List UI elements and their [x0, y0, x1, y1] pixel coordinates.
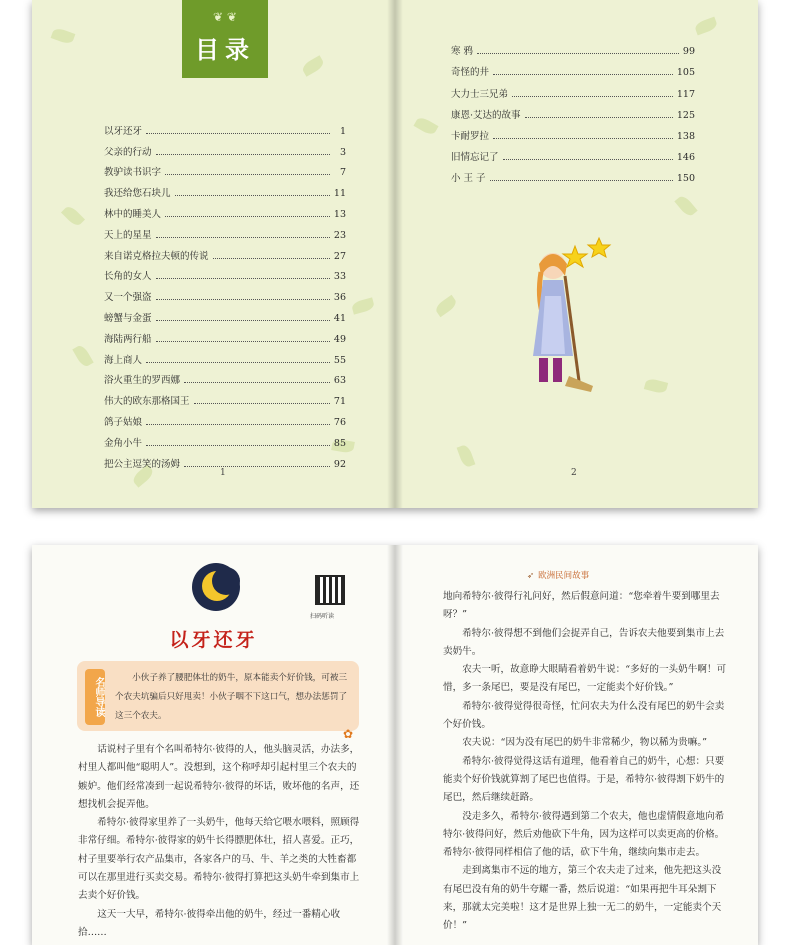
toc-entry-title: 康恩·艾达的故事: [451, 109, 521, 121]
story-paragraph: 走到离集市不远的地方，第三个农夫走了过来，他先把这头没有尾巴没有角的奶牛夸耀一番，然后说道：“如果再把牛耳朵割下来，那就太完美啦！这才是世界上独一无二的奶牛，一定能卖个天价！”: [443, 865, 722, 932]
leaf-decoration: [434, 295, 459, 317]
toc-entry-page: 55: [333, 354, 346, 366]
toc-entry-title: 旧情忘记了: [451, 152, 499, 164]
story-body-left: [78, 741, 360, 942]
toc-entry[interactable]: [104, 303, 346, 324]
leaf-decoration: [694, 17, 719, 36]
toc-entry[interactable]: [451, 36, 695, 57]
running-head: [527, 569, 589, 581]
toc-entry-title: 来自诺克格拉夫顿的传说: [104, 250, 209, 262]
toc-entry[interactable]: [451, 121, 695, 142]
toc-entry[interactable]: [104, 158, 346, 179]
toc-entry-page: 117: [676, 88, 695, 100]
banner-ornament: ❦ ❦: [213, 10, 237, 24]
girl-boot: [553, 358, 562, 382]
toc-entry-page: 146: [676, 152, 695, 164]
leaf-decoration: [674, 194, 697, 219]
toc-leader: [165, 216, 330, 217]
story-paragraph: 希特尔·彼得觉得很奇怪，忙问农夫为什么没有尾巴的奶牛会卖个好价钱。: [443, 700, 725, 731]
toc-entry-title: 海陆两行船: [104, 333, 152, 345]
toc-leader: [165, 174, 330, 175]
leaf-decoration: [457, 444, 476, 469]
reading-guide-text: 小伙子养了腰肥体壮的奶牛，原本能卖个好价钱，可被三个农夫坑骗后只好甩卖！小伙子咽不下这口气，想办法惩罚了这三个农夫。: [115, 673, 348, 721]
toc-entry-title: 教驴读书识字: [104, 167, 162, 179]
toc-entry[interactable]: [104, 407, 346, 428]
flower-icon: ✿: [342, 727, 353, 741]
toc-entry[interactable]: [104, 345, 346, 366]
toc-entry[interactable]: [104, 366, 346, 387]
toc-leader: [175, 195, 330, 196]
toc-leader: [146, 424, 330, 425]
qr-label: 扫码听读: [310, 613, 335, 620]
toc-entry-page: 13: [333, 208, 346, 220]
leaf-decoration: [61, 204, 85, 228]
toc-entry-title: 鸽子姑娘: [104, 416, 143, 428]
running-head-text: 欧洲民间故事: [538, 571, 590, 581]
toc-entry[interactable]: [104, 449, 346, 470]
toc-leader: [490, 180, 673, 181]
toc-entry-page: 23: [333, 229, 346, 241]
toc-entry-title: 螃蟹与金蛋: [104, 312, 152, 324]
story-paragraph: 没走多久，希特尔·彼得遇到第二个农夫，他也虚情假意地向希特尔·彼得问好，然后劝他砍下牛角，因为这样可以卖更高的价格。希特尔·彼得同样相信了他的话，砍下牛角，继续向集市走去。: [443, 810, 725, 859]
toc-entry-page: 3: [339, 146, 346, 158]
toc-leader: [156, 278, 330, 279]
toc-list-left: [104, 116, 346, 470]
reading-guide-box: [77, 661, 359, 741]
toc-left-page: [32, 0, 395, 508]
reading-guide-tag: 名师导读: [85, 669, 105, 725]
toc-entry-title: 小 王 子: [451, 173, 486, 185]
toc-leader: [146, 362, 330, 363]
toc-leader: [194, 403, 330, 404]
story-paragraph: 希特尔·彼得想不到他们会捉弄自己，告诉农夫他要到集市上去卖奶牛。: [443, 627, 725, 657]
toc-entry-page: 76: [333, 416, 346, 428]
toc-entry-page: 11: [333, 188, 346, 200]
toc-leader: [503, 159, 673, 160]
toc-list-right: [451, 36, 695, 184]
toc-entry-page: 150: [676, 173, 695, 185]
toc-leader: [184, 466, 330, 467]
toc-leader: [184, 382, 330, 383]
qr-code-icon[interactable]: [315, 575, 345, 605]
toc-entry-page: 105: [676, 67, 695, 79]
toc-entry[interactable]: [104, 428, 346, 449]
toc-entry-page: 138: [676, 130, 695, 142]
bird-icon: ➶: [527, 571, 535, 581]
toc-leader: [493, 138, 673, 139]
toc-entry[interactable]: [451, 100, 695, 121]
toc-entry-title: 我还给您石块儿: [104, 188, 171, 200]
toc-entry-title: 卡耐罗拉: [451, 130, 490, 142]
toc-leader: [156, 341, 330, 342]
toc-leader: [512, 96, 673, 97]
toc-leader: [477, 53, 679, 54]
story-left-page: [32, 545, 395, 945]
toc-entry-title: 浴火重生的罗西娜: [104, 375, 181, 387]
star-icon: [588, 238, 610, 257]
toc-entry[interactable]: [451, 78, 695, 99]
toc-entry-page: 36: [333, 292, 346, 304]
toc-entry[interactable]: [104, 137, 346, 158]
story-paragraph: 希特尔·彼得家里养了一头奶牛，他每天给它喂水喂料，照顾得非常仔细。希特尔·彼得家的奶牛长得膘肥体壮，招人喜爱。正巧，村子里要举行农产品集市，各家各户的马、牛、羊之类的大牲畜都可以在那里进行买卖交易。希特尔·彼得打算把这头奶牛牵到集市上去卖个好价钱。: [78, 817, 360, 902]
toc-entry-page: 63: [333, 375, 346, 387]
toc-leader: [156, 237, 330, 238]
toc-entry[interactable]: [451, 163, 695, 184]
page-number: 1: [220, 468, 226, 478]
toc-entry-page: 41: [333, 312, 346, 324]
toc-entry-title: 又一个强盗: [104, 292, 152, 304]
toc-entry-page: 99: [682, 46, 695, 58]
book-gutter: [387, 0, 403, 508]
toc-entry-title: 奇怪的井: [451, 67, 490, 79]
story-paragraph: 地向希特尔·彼得行礼问好，然后假意问道：“您牵着牛要到哪里去呀？”: [443, 591, 720, 621]
toc-leader: [156, 154, 330, 155]
toc-leader: [525, 117, 673, 118]
story-paragraph: 话说村子里有个名叫希特尔·彼得的人，他头脑灵活，办法多，村里人都叫他“聪明人”。没想到，这个称呼却引起村里三个农夫的嫉妒。他们经常凑到一起说希特尔·彼得的坏话，败坏他的名声，还想找机会捉弄他。: [78, 744, 360, 810]
toc-entry-title: 以牙还牙: [104, 125, 143, 137]
toc-entry-title: 把公主逗笑的汤姆: [104, 458, 181, 470]
book-gutter: [387, 545, 403, 945]
toc-entry-page: 49: [333, 333, 346, 345]
toc-spread: [32, 0, 758, 508]
leaf-decoration: [644, 377, 668, 394]
page-number: 2: [571, 468, 577, 478]
toc-entry-page: 27: [333, 250, 346, 262]
toc-entry[interactable]: [104, 178, 346, 199]
toc-entry[interactable]: [104, 282, 346, 303]
story-title: 以牙还牙: [169, 629, 258, 651]
leaf-decoration: [72, 343, 93, 368]
toc-entry[interactable]: [104, 386, 346, 407]
story-paragraph: 这天一大早，希特尔·彼得牵出他的奶牛，经过一番精心收拾……: [78, 908, 341, 938]
story-spread: [32, 545, 758, 945]
story-paragraph: 农夫一听，故意睁大眼睛看着奶牛说：“多好的一头奶牛啊！可惜，多一条尾巴，要是没有尾巴，一定能卖个好价钱。”: [443, 664, 727, 694]
toc-entry[interactable]: [104, 241, 346, 262]
leaf-decoration: [300, 55, 325, 76]
leaf-decoration: [413, 115, 438, 136]
toc-leader: [156, 320, 330, 321]
toc-leader: [213, 258, 330, 259]
toc-entry-title: 金角小牛: [104, 437, 143, 449]
leaf-decoration: [351, 297, 375, 314]
leaf-decoration: [51, 27, 76, 46]
toc-entry-title: 父亲的行动: [104, 146, 152, 158]
toc-entry-page: 125: [676, 109, 695, 121]
story-paragraph: 希特尔·彼得觉得这话有道理，他看着自己的奶牛，心想：只要能卖个好价钱就算割了尾巴也值得。于是，希特尔·彼得割下奶牛的尾巴，然后继续赶路。: [443, 755, 725, 804]
toc-leader: [493, 74, 673, 75]
toc-entry[interactable]: [104, 324, 346, 345]
story-body-right: [443, 588, 729, 936]
toc-entry[interactable]: [451, 57, 695, 78]
toc-entry-page: 33: [333, 271, 346, 283]
toc-entry[interactable]: [104, 199, 346, 220]
toc-right-page: [395, 0, 758, 508]
girl-apron: [541, 296, 565, 354]
toc-entry[interactable]: [104, 116, 346, 137]
toc-entry-page: 85: [333, 437, 346, 449]
toc-entry[interactable]: [104, 262, 346, 283]
toc-entry-title: 林中的睡美人: [104, 208, 162, 220]
story-paragraph: 农夫说：“因为没有尾巴的奶牛非常稀少，物以稀为贵嘛。”: [462, 737, 708, 749]
story-right-page: [395, 545, 758, 945]
toc-entry-page: 71: [333, 396, 346, 408]
toc-title-banner: [182, 0, 268, 78]
toc-entry-title: 海上商人: [104, 354, 143, 366]
moon-icon: [192, 563, 240, 611]
toc-entry-page: 92: [333, 458, 346, 470]
toc-entry[interactable]: [104, 220, 346, 241]
toc-entry-title: 伟大的欧东那格国王: [104, 396, 190, 408]
girl-boot: [539, 358, 548, 382]
toc-entry-title: 大力士三兄弟: [451, 88, 509, 100]
toc-leader: [146, 133, 330, 134]
girl-with-broom-illustration: [507, 236, 617, 396]
toc-entry[interactable]: [451, 142, 695, 163]
toc-title: 目录: [195, 35, 255, 64]
toc-leader: [156, 299, 330, 300]
toc-entry-title: 寒 鸦: [451, 46, 474, 58]
toc-entry-page: 7: [339, 167, 346, 179]
toc-entry-title: 天上的星星: [104, 229, 152, 241]
toc-entry-page: 1: [339, 125, 346, 137]
toc-entry-title: 长角的女人: [104, 271, 152, 283]
toc-leader: [146, 445, 330, 446]
